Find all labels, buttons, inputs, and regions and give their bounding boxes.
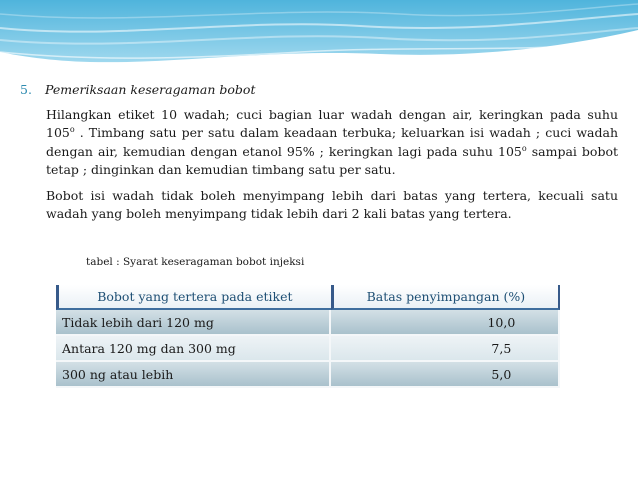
paragraph1-part3: sampai bobot tetap ; dinginkan dan kemudian timbang satu per satu. — [46, 143, 618, 178]
requirement-paragraph: Bobot isi wadah tidak boleh menyimpang lebih dari batas yang tertera, kecuali satu wadah yang boleh menyimpang tidak lebih dari 2 kali batas yang tertera. — [46, 188, 618, 222]
table-row — [56, 336, 560, 362]
paragraph1-part1: Hilangkan etiket 10 wadah; cuci bagian luar wadah dengan air, keringkan pada suhu 105 — [46, 107, 618, 141]
degree-superscript: o — [69, 125, 75, 135]
table-caption: tabel : Syarat keseragaman bobot injeksi — [86, 256, 305, 268]
paragraph1-part2: . Timbang satu per satu dalam keadaan terbuka; keluarkan isi wadah ; cuci wadah dengan air, kemudian dengan etanol 95% ; keringkan lagi pada suhu 105 — [46, 125, 618, 159]
table-header-row — [56, 285, 560, 310]
section-heading — [20, 82, 255, 97]
column-header-deviation-limit: Batas penyimpangan (%) — [331, 285, 560, 310]
table-cell-deviation: 5,0 — [331, 362, 560, 388]
table-row — [56, 362, 560, 388]
weight-uniformity-table — [56, 285, 560, 388]
column-header-labeled-weight: Bobot yang tertera pada etiket — [56, 285, 331, 310]
section-title: Pemeriksaan keseragaman bobot — [45, 82, 256, 97]
instruction-paragraph — [46, 106, 618, 180]
table-row — [56, 310, 560, 336]
section-number: 5. — [20, 82, 32, 97]
table-cell-deviation: 10,0 — [331, 310, 560, 336]
table-cell-weight: Tidak lebih dari 120 mg — [56, 310, 331, 336]
table-cell-weight: Antara 120 mg dan 300 mg — [56, 336, 331, 362]
table-cell-deviation: 7,5 — [331, 336, 560, 362]
degree-superscript: o — [521, 143, 527, 153]
table-cell-weight: 300 ng atau lebih — [56, 362, 331, 388]
